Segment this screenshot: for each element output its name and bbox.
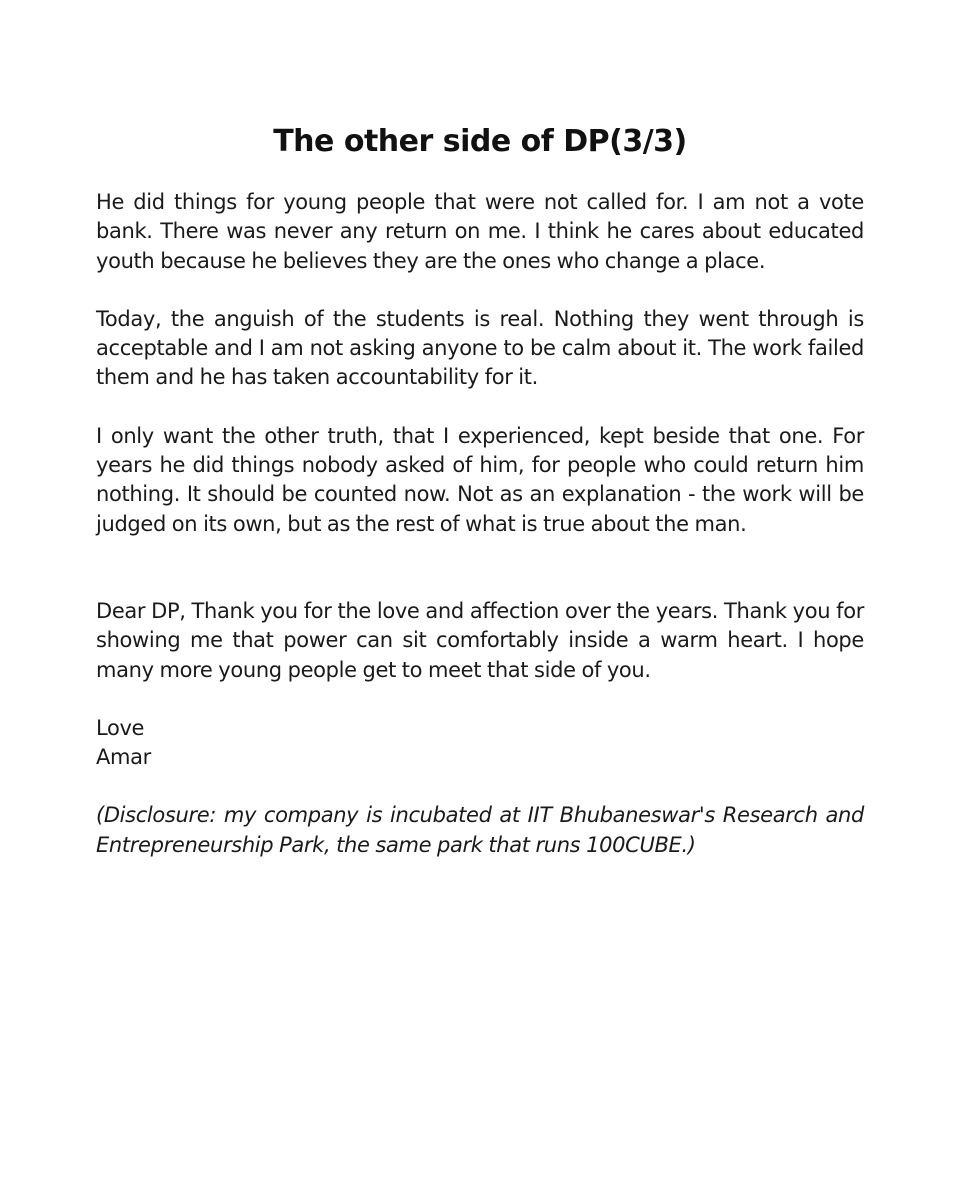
signoff xyxy=(96,714,864,773)
document-page xyxy=(96,120,864,860)
paragraph-3: I only want the other truth, that I experienced, kept beside that one. For years he did things nobody asked of him, for people who could return him nothing. It should be counted now. Not as an explanation - the work will be judged on its own, but as the rest of what is true about the man. xyxy=(96,423,864,536)
paragraph-1: He did things for young people that were not called for. I am not a vote bank. There was never any return on me. I think he cares about educated youth because he believes they are the ones who change a place. xyxy=(96,190,864,273)
paragraph-spacer xyxy=(96,393,864,422)
paragraph-spacer xyxy=(96,539,864,597)
paragraph-spacer xyxy=(96,772,864,801)
paragraph-spacer xyxy=(96,276,864,305)
paragraph-4: Dear DP, Thank you for the love and affection over the years. Thank you for showing me that power can sit comfortably inside a warm heart. I hope many more young people get to meet that side of you. xyxy=(96,598,864,682)
signoff-name: Amar xyxy=(96,745,151,770)
signoff-closing: Love xyxy=(96,715,145,740)
paragraph-spacer xyxy=(96,685,864,714)
disclosure-note: (Disclosure: my company is incubated at IIT Bhubaneswar's Research and Entrepreneurship Park, the same park that runs 100CUBE.) xyxy=(96,803,864,857)
paragraph-2: Today, the anguish of the students is real. Nothing they went through is acceptable and I am not asking anyone to be calm about it. The work failed them and he has taken accountability for it. xyxy=(96,306,864,390)
page-title: The other side of DP(3/3) xyxy=(273,124,687,159)
